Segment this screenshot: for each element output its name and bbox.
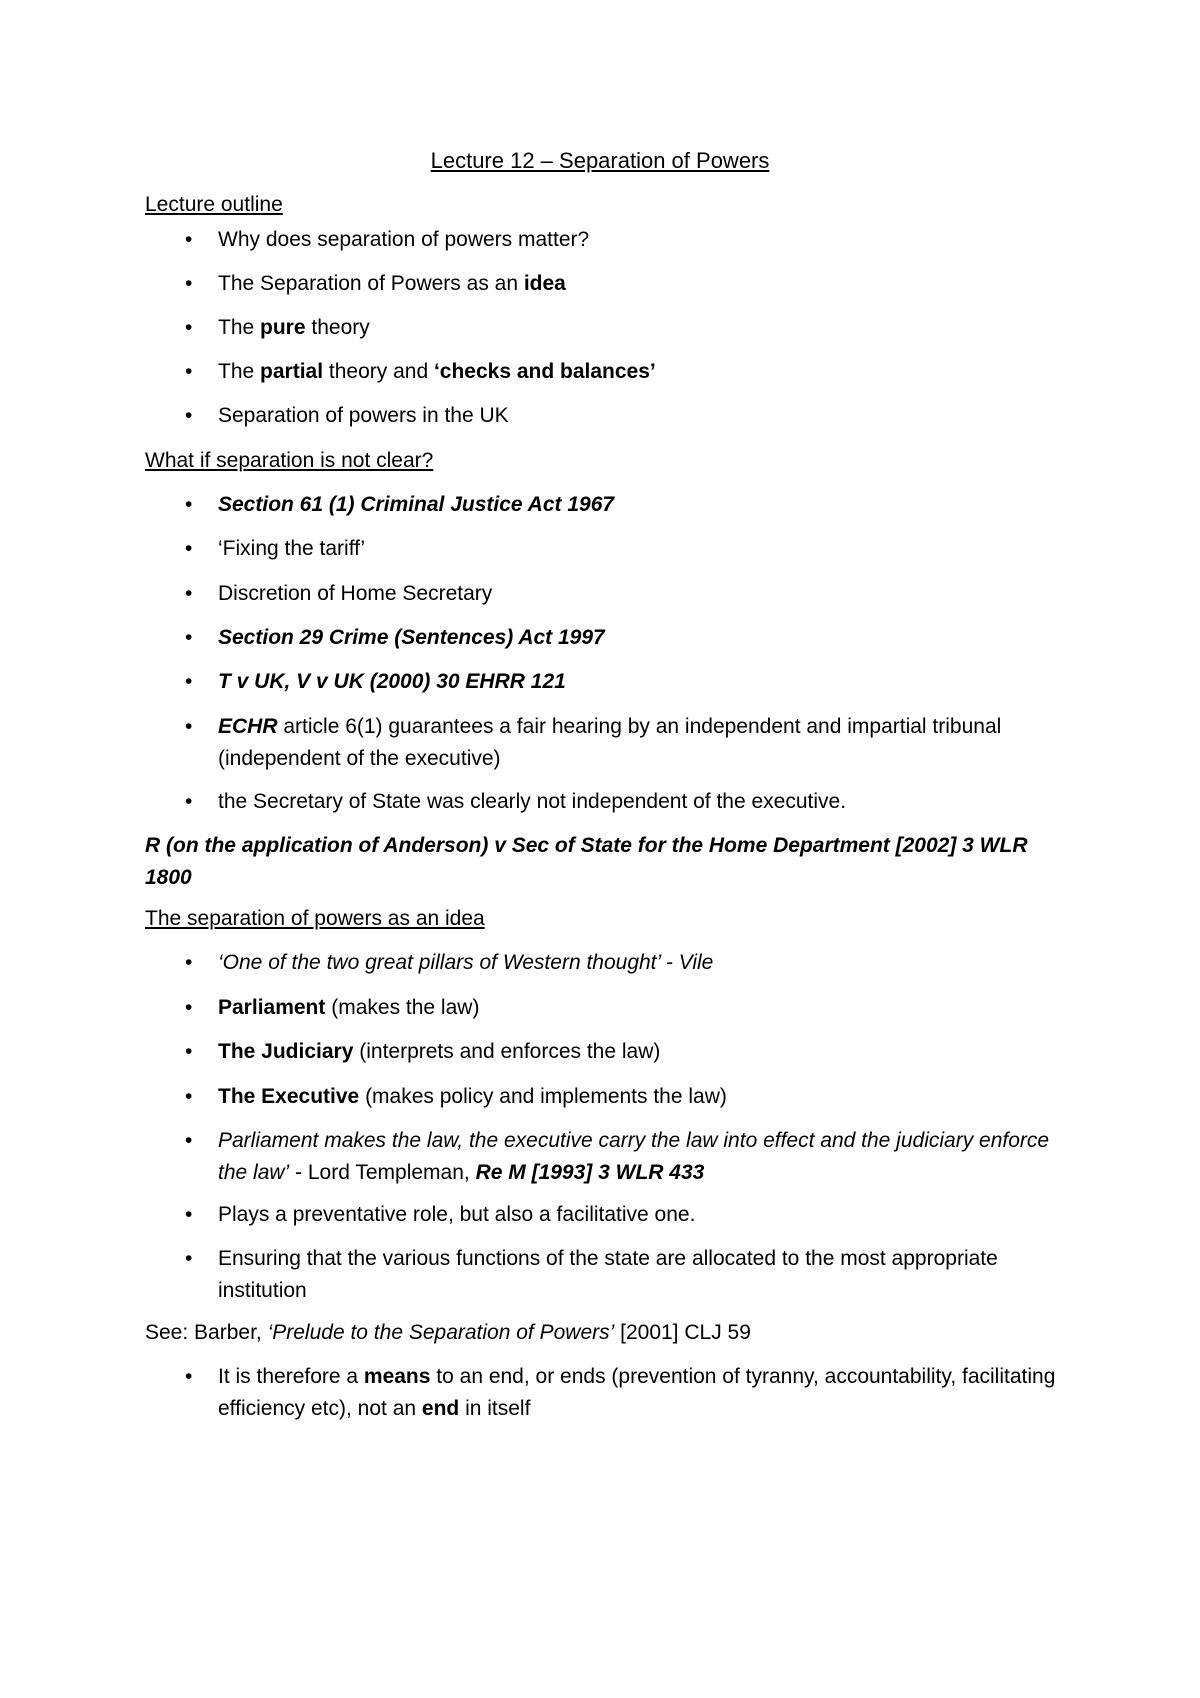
list-item: • The Judiciary (interprets and enforces the law) — [185, 1036, 1065, 1068]
list-item: • Why does separation of powers matter? — [185, 224, 1065, 256]
section-heading-unclear: What if separation is not clear? — [145, 449, 434, 472]
bullet-icon: • — [185, 316, 193, 339]
list-item: • Ensuring that the various functions of the state are allocated to the most appropriate institution — [185, 1243, 1065, 1307]
list-item: • Plays a preventative role, but also a facilitative one. — [185, 1199, 1065, 1231]
list-item: • Separation of powers in the UK — [185, 400, 1065, 432]
list-item: • The pure theory — [185, 312, 1065, 344]
bullet-icon: • — [185, 537, 193, 560]
bullet-icon: • — [185, 228, 193, 251]
bullet-icon: • — [185, 1247, 193, 1270]
bullet-icon: • — [185, 360, 193, 383]
bullet-icon: • — [185, 1129, 193, 1152]
list-item: • ‘One of the two great pillars of Western thought’ - Vile — [185, 947, 1065, 979]
bullet-icon: • — [185, 404, 193, 427]
bullet-icon: • — [185, 272, 193, 295]
list-item: • It is therefore a means to an end, or ends (prevention of tyranny, accountability, facilitating efficiency etc), not an end in itself — [185, 1361, 1065, 1425]
list-item: • The partial theory and ‘checks and balances’ — [185, 356, 1065, 388]
section-heading-outline: Lecture outline — [145, 193, 283, 216]
bullet-icon: • — [185, 493, 193, 516]
list-item: • Parliament (makes the law) — [185, 992, 1065, 1024]
list-item: • The Separation of Powers as an idea — [185, 268, 1065, 300]
list-item: • Discretion of Home Secretary — [185, 578, 1065, 610]
bullet-icon: • — [185, 790, 193, 813]
bullet-icon: • — [185, 1203, 193, 1226]
list-item: • the Secretary of State was clearly not independent of the executive. — [185, 786, 1065, 818]
list-item: • Parliament makes the law, the executive carry the law into effect and the judiciary enforce the law’ - Lord Templeman, Re M [1993] 3 WLR 433 — [185, 1125, 1065, 1189]
bullet-icon: • — [185, 582, 193, 605]
page-title: Lecture 12 – Separation of Powers — [430, 148, 770, 173]
bullet-icon: • — [185, 670, 193, 693]
bullet-icon: • — [185, 951, 193, 974]
section-heading-idea: The separation of powers as an idea — [145, 907, 485, 930]
bullet-icon: • — [185, 626, 193, 649]
bullet-icon: • — [185, 715, 193, 738]
bullet-icon: • — [185, 1365, 193, 1388]
bullet-icon: • — [185, 1085, 193, 1108]
list-item: • The Executive (makes policy and implements the law) — [185, 1081, 1065, 1113]
list-item: • Section 61 (1) Criminal Justice Act 1967 — [185, 489, 1065, 521]
see-reference: See: Barber, ‘Prelude to the Separation of Powers’ [2001] CLJ 59 — [145, 1321, 751, 1344]
bullet-icon: • — [185, 1040, 193, 1063]
list-item: • ECHR article 6(1) guarantees a fair hearing by an independent and impartial tribunal (independent of the executive) — [185, 711, 1065, 775]
list-item: • ‘Fixing the tariff’ — [185, 533, 1065, 565]
list-item: • T v UK, V v UK (2000) 30 EHRR 121 — [185, 666, 1065, 698]
bullet-icon: • — [185, 996, 193, 1019]
case-citation: R (on the application of Anderson) v Sec of State for the Home Department [2002] 3 WLR 1800 — [145, 834, 1028, 889]
list-item: • Section 29 Crime (Sentences) Act 1997 — [185, 622, 1065, 654]
